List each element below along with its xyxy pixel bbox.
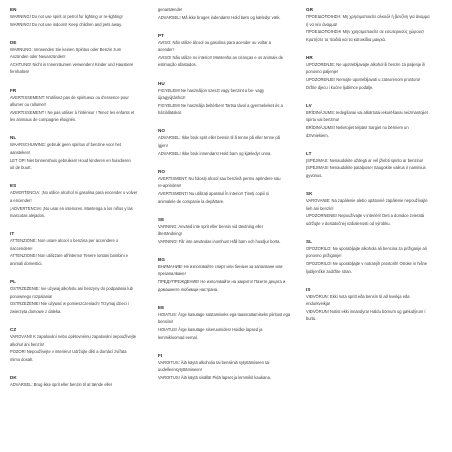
warning-entry-sk [306,190,446,227]
warning-text-line: AVISO! Não utilize no interior! Mantenha as crianças e os animais de [158,54,284,60]
warning-text-line: OSTRZEŻENIE: nie używaj alkoholu ani benzyny do podpalania lub [10,286,133,292]
warning-entry-cz [10,326,150,363]
language-code: SL [306,238,313,244]
warning-text-line: Anzünden oder Neuanzünden! [10,54,66,60]
warning-text-line: ponovno paljenje! [306,69,339,75]
warning-entry-lt [306,150,446,180]
language-code: CZ [10,326,17,332]
warning-text-line: ПРЕДУПРЕЖДЕНИЕ! Не използвайте на закрито! Пазете децата и [158,279,286,285]
warning-text-line: riaccendere! [10,245,33,251]
warning-text-line: VAROVÁNÍ! K zapalování nebo opětovnému zapalování nepoužívejte [10,333,137,339]
warning-text-line: zwierzęta domowe z daleka. [10,308,62,314]
warning-text-line: BRĪDINĀJUMS: Iedegšanai vai atkārtotai iekurēšanai neizmantojiet [306,109,428,115]
warning-text-line: ¡ADVERTENCIA! ¡No usar en interiores. Mantenga a los niños y las [10,205,133,211]
warning-text-line: презапалване! [158,271,186,277]
warning-text-line: spirtu vai benzīnu! [306,117,340,123]
language-code: NL [10,135,17,141]
warning-text-line: VAROITUS: Älä käytä alkoholia tai bensiiniä sytyttämiseen tai [158,359,270,365]
warning-text-line: HOIATUS: Ärge kasutage süütamiseks ega taassüütamiseks piiritust ega [158,311,291,317]
warning-entry-no [158,127,298,157]
warning-text-line: ΠΡΟΕΙΔΟΠΟΙΗΣΗ: Μη χρησιμοποιείτε αλκοόλ ή βενζίνη για άναμμα [306,14,430,19]
warning-text-line: FIGYELEM! Ne használjon szeszt vagy benzint a be- vagy [158,87,265,93]
language-code: DE [10,39,17,45]
warning-text-line: POZOR! Nepoužívejte v interiéru! Udržujte děti a domácí zvířata [10,349,127,355]
warning-text-line: VARNING: Använd inte sprit eller bensin vid tändning eller [158,223,264,229]
warning-text-line: bensiini! [158,319,174,325]
warning-text-line: AVISO: Não utilize álcool ou gasolina para acender ou voltar a [158,39,272,45]
language-code: SK [306,190,313,196]
warning-text-line: ВНИМАНИЕ! Не използвайте спирт или бензин за запалване или [158,263,283,269]
warning-entry-pl [10,278,150,315]
warning-text-line: OSTRZEŻENIE! Nie używać w pomieszczeniach! Trzymaj dzieci i [10,301,129,307]
warning-text-line: AVERTISSEMENT ! Ne pas utiliser à l'intérieur ! Tenez les enfants et [10,109,135,115]
warning-text-line: uit de buurt. [10,165,32,171]
warning-text-line: igjen! [158,143,168,149]
warning-entry-it [10,230,150,267]
warning-text-line: WARNUNG: Verwenden Sie keinen Spiritus oder Benzin zum [10,46,122,52]
warning-text-line: a encender! [10,197,32,203]
language-code: FI [158,352,163,358]
language-code: BG [158,256,166,262]
language-code: HU [158,80,165,86]
warning-text-line: AVERTISMENT! Nu utilizați aparatul în interior! Țineți copiii și [158,190,269,196]
language-code: LV [306,102,312,108]
warning-text-line: animalele de companie la depărtare. [158,198,225,204]
warning-text-line: återtändning! [158,231,182,237]
warning-entry-lv [306,102,446,139]
warning-text-line: endurkveikja! [306,301,331,307]
warning-text-line: VIÐVÖRUN! Notist ekki innandyra! Haldu börnum og gæludýrum í [306,308,426,314]
warning-text-line: HOIATUS! Ärge kasutage siseruumides! Hoidke lapsed ja [158,326,263,332]
warning-text-line: ĮSPĖJIMAS! Nenaudokite patalpose! Saugokite vaikus ir naminius [306,165,426,171]
warning-text-line: LET OP! Niet binnenshuis gebruiken! Houd kinderen en huisdieren [10,157,131,163]
warning-entry-ee [158,304,298,341]
warning-text-line: burtu. [306,316,317,322]
language-code: FR [10,87,17,93]
warning-entry-ro [158,168,298,205]
warning-text-line: allumer ou rallumer! [10,102,47,108]
warning-entry-fi [158,352,298,382]
warning-text-line: ATTENZIONE! Non utilizzare all'interno! Tenere lontani bambini e [10,253,129,259]
warning-text-line: домашните любимци настрана. [158,286,219,292]
warning-text-line: ΠΡΟΕΙΔΟΠΟΙΗΣΗ! Μην χρησιμοποιείτε σε εσωτερικούς χώρους! [306,29,424,35]
warning-entry-nl [10,134,150,171]
warning-entry-gr [306,6,446,43]
warning-text-line: OPOZORILO! Ne uporabljajte v notranjih prostorih! Otroke in hišne [306,260,428,266]
warning-entry-sl [306,238,446,275]
warning-text-line: animali domestici. [10,260,43,266]
language-code: PT [158,32,165,38]
warning-text-line: WAARSCHUWING: gebruik geen spiritus of benzine voor het [10,142,121,148]
warning-text-line: alkohol ani benzín! [10,341,45,347]
language-code: EN [10,7,17,12]
warning-text-line: Κρατήστε τα παιδιά και τα κατοικίδια μακριά. [306,36,386,42]
warning-entry-is [306,286,446,323]
text-column-1 [10,6,150,452]
warning-text-line: mimo dosah. [10,356,34,362]
warning-entry-de [10,39,150,76]
warning-text-line: genantænde! [158,7,183,12]
warning-entry-fr [10,87,150,124]
language-code: IT [10,231,15,237]
language-code: NO [158,128,166,134]
warning-text-line: UPOZORENJE! Nemojte upotrebljavati u zatvorenom prostoru! [306,77,421,83]
warning-text-line: AVERTISSEMENT: N'utilisez pas de spiritueux ou d'essence pour [10,94,129,100]
warning-text-line: ponownego rozpalania! [10,293,53,299]
warning-text-line: VARNING! Får inte användas inomhus! Håll barn och husdjur borta. [158,238,281,244]
warning-text-line: estimação afastados. [158,62,197,68]
language-code: LT [306,150,312,156]
warning-text-line: ή να νέο άναμμα! [306,21,338,27]
language-code: DK [10,374,17,380]
warning-text-line: ADVARSEL: Ikke bruk sprit eller bensin til å tenne på eller tenne på [158,135,280,141]
warning-entry-continued [158,6,298,21]
warning-text-line: ATTENZIONE: Non usare alcool o benzina per accendere o [10,238,119,244]
warning-text-line: Držite djecu i kućne ljubimce podalje. [306,84,374,90]
warning-text-line: háziállatokat. [158,110,182,116]
warning-text-line: OPOZORILO: Ne uporabljajte alkohola ali bencina za prižiganje ali [306,245,427,251]
warning-entry-bg [158,256,298,293]
columns-container [10,6,446,452]
warning-text-line: WARNING! Do not use spirit or petrol for lighting or re-lighting! [10,14,123,19]
warning-text-line: ADVARSEL: Brug ikke sprit eller benzin til at tænde eller [10,381,113,387]
language-code: HR [306,54,313,60]
warning-text-line: gyvūnus. [306,172,323,178]
language-code: GR [306,7,314,12]
warning-text-line: VAROITUS! Älä käytä sisällä! Pidä lapset ja lemmikit kaukana. [158,374,272,380]
warning-text-line: fernhalten! [10,69,30,75]
warning-entry-dk [10,374,150,389]
warning-text-line: VIÐVÖRUN: Ekki nota spritt eða bensín til að kveikja eða [306,293,410,299]
warning-text-line: uudelleensytyttämiseen! [158,367,202,373]
warning-text-line: dzīvniekiem. [306,132,329,138]
language-code: ES [10,183,17,189]
warning-text-line: acender! [158,47,174,53]
warning-entry-hu [158,80,298,117]
warning-entry-en [10,6,150,28]
warning-text-line: AVERTISMENT: Nu folosiți alcool sau benzină pentru aprindere sau [158,175,281,181]
language-code: RO [158,168,166,174]
warning-text-line: ponovno prižiganje! [306,253,342,259]
warning-text-line: ADVARSEL! Må ikke bruges indendørs! Hold børn og kæledyr væk. [158,14,281,20]
warning-text-line: VAROVANIE: Na zapálenie alebo opätovné zapálenie nepoužívajte [306,197,428,203]
warning-text-line: lemmikloomad eemal. [158,334,198,340]
warning-text-line: ĮSPĖJIMAS: Nenaudokite uždegti ar vėl įžiebti spirito ar benzino! [306,157,424,163]
warning-entry-hr [306,54,446,91]
warning-entry-es [10,182,150,219]
language-code: SE [158,216,165,222]
warning-text-line: újragyújtáshoz! [158,95,186,101]
language-code: IS [306,286,311,292]
warning-text-line: les animaux de compagnie éloignés. [10,117,77,123]
warning-text-line: ACHTUNG! Nicht in Innenräumen verwenden! Kinder und Haustiere [10,61,134,67]
language-code: EE [158,304,165,310]
warning-text-line: udržujte v dostatočnej vzdialenosti od výrobku. [306,220,391,226]
text-column-3 [306,6,446,452]
warning-text-line: mascotas alejados. [10,213,46,219]
warning-text-line: BRĪDINĀJUMS! Nelietojiet telpās! Sargiet no bērniem un [306,124,409,130]
warning-text-line: UPOZORNENIE! Nepoužívajte v interiéri! Deti a domáce zvieratá [306,213,425,219]
warning-text-line: ljubljenčke zadržite stran. [306,268,352,274]
warning-text-line: ADVERTENCIA: ¡No utilice alcohol ni gasolina para encender o volver [10,190,138,196]
text-column-2 [158,6,298,452]
warning-text-line: ADVARSEL! Ikke bruk innendørs! Hold barn og kjæledyr unna. [158,150,272,156]
warning-text-line: aansteken! [10,150,31,156]
warning-entry-se [158,216,298,246]
warning-text-line: re-aprindere! [158,183,182,189]
warning-entry-pt [158,32,298,69]
warning-text-line: FIGYELEM! Ne használja beltérben! Tartsa távol a gyermekeket és a [158,102,283,108]
language-code: PL [10,279,17,285]
warning-text-line: UPOZORENJE: Ne upotrebljavajte alkohol ili benzin za paljenje ili [306,61,426,67]
warning-text-line: WARNING! Do not use indoors! Keep children and pets away. [10,21,122,27]
warning-text-line: lieh ani benzín! [306,205,334,211]
